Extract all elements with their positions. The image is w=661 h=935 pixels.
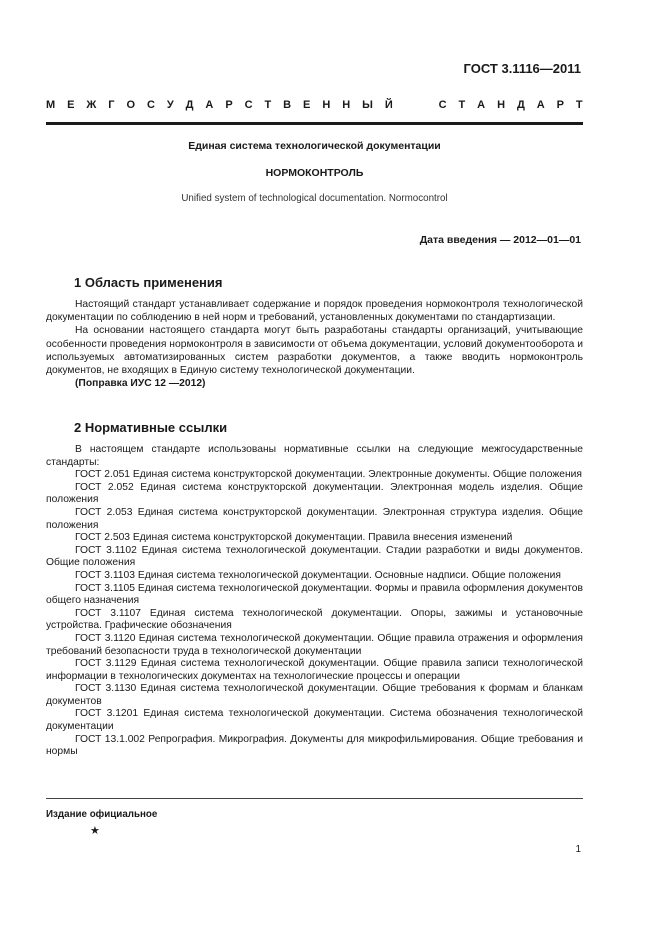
interstate-letter: Й bbox=[384, 99, 393, 111]
interstate-letter: Р bbox=[225, 99, 233, 111]
introduction-date: Дата введения — 2012—01—01 bbox=[419, 234, 581, 246]
paragraph: Настоящий стандарт устанавливает содержание и порядок проведения нормоконтроля технологической документации по соблюдению в ней норм и требований, установленных документами по стандартизации. bbox=[46, 299, 583, 324]
gost-number: ГОСТ 3.1116—2011 bbox=[463, 61, 581, 76]
document-title-english: Unified system of technological documentation. Normocontrol bbox=[181, 193, 448, 204]
standard-letter: Р bbox=[556, 99, 564, 111]
footer-rule bbox=[46, 798, 583, 799]
header-rule bbox=[46, 122, 583, 125]
reference-item: ГОСТ 3.1201 Единая система технологической документации. Система обозначения технологической документации bbox=[46, 708, 583, 733]
interstate-letter: М bbox=[46, 99, 56, 111]
star-icon: ★ bbox=[90, 825, 100, 837]
reference-item: ГОСТ 3.1103 Единая система технологической документации. Основные надписи. Общие положения bbox=[75, 569, 561, 581]
interstate-letter: Н bbox=[342, 99, 351, 111]
reference-item: ГОСТ 3.1105 Единая система технологической документации. Формы и правила оформления документов общего назначения bbox=[46, 582, 583, 607]
reference-item: ГОСТ 13.1.002 Репрография. Микрография. Документы для микрофильмирования. Общие требования и нормы bbox=[46, 733, 583, 758]
reference-item: ГОСТ 3.1107 Единая система технологической документации. Опоры, зажимы и установочные устройства. Графические обозначения bbox=[46, 607, 583, 632]
interstate-letter: С bbox=[146, 99, 155, 111]
standard-letter: Т bbox=[458, 99, 466, 111]
document-title: НОРМОКОНТРОЛЬ bbox=[265, 167, 364, 179]
interstate-letter: В bbox=[283, 99, 292, 111]
interstate-letter: Н bbox=[322, 99, 331, 111]
interstate-letter: Е bbox=[67, 99, 75, 111]
standard-letter: Д bbox=[516, 99, 525, 111]
interstate-standard-heading bbox=[46, 99, 583, 111]
section-2-heading: 2 Нормативные ссылки bbox=[74, 420, 228, 435]
normative-references bbox=[46, 444, 583, 759]
interstate-letter: У bbox=[166, 99, 174, 111]
interstate-letter: С bbox=[244, 99, 253, 111]
interstate-letter: Д bbox=[185, 99, 194, 111]
standard-letter: А bbox=[477, 99, 486, 111]
standard-letter: А bbox=[536, 99, 545, 111]
reference-item: ГОСТ 2.051 Единая система конструкторской документации. Электронные документы. Общие положения bbox=[75, 469, 582, 481]
reference-item: ГОСТ 2.052 Единая система конструкторской документации. Электронная модель изделия. Общие положения bbox=[46, 481, 583, 506]
reference-item: ГОСТ 3.1102 Единая система технологической документации. Стадии разработки и виды документов. Общие положения bbox=[46, 544, 583, 569]
interstate-letter: Ы bbox=[362, 99, 373, 111]
standard-letter: С bbox=[438, 99, 447, 111]
interstate-letter: О bbox=[126, 99, 136, 111]
official-edition-label: Издание официальное bbox=[46, 809, 158, 820]
paragraph: На основании настоящего стандарта могут быть разработаны стандарты организаций, учитывающие особенности проведения нормоконтроля в зависимости от объема документации, условий документооборота и используемых автоматизированных систем разработки документов, а также вводить нормоконтроль документов, не входящих в Единую систему технологической документации. bbox=[46, 325, 583, 377]
word-gap bbox=[405, 99, 427, 111]
reference-item: ГОСТ 2.053 Единая система конструкторской документации. Электронная структура изделия. Общие положения bbox=[46, 506, 583, 531]
section-1-heading: 1 Область применения bbox=[74, 275, 223, 290]
reference-item: ГОСТ 3.1130 Единая система технологической документации. Общие требования к формам и бланкам документов bbox=[46, 683, 583, 707]
page-number: 1 bbox=[575, 844, 581, 855]
section-1-body bbox=[46, 298, 583, 390]
amendment-note: (Поправка ИУС 12 —2012) bbox=[75, 378, 206, 390]
references-intro: В настоящем стандарте использованы нормативные ссылки на следующие межгосударственные стандарты: bbox=[46, 444, 583, 468]
standard-letter: Т bbox=[575, 99, 583, 111]
reference-item: ГОСТ 3.1120 Единая система технологической документации. Общие правила отражения и оформления требований безопасности труда в технологической документации bbox=[46, 632, 583, 657]
interstate-letter: Ж bbox=[86, 99, 97, 111]
interstate-letter: Т bbox=[264, 99, 272, 111]
interstate-letter: Е bbox=[303, 99, 311, 111]
reference-item: ГОСТ 3.1129 Единая система технологической документации. Общие правила записи технологической информации в технологических документах на технологические процессы и операции bbox=[46, 658, 583, 682]
standard-letter: Н bbox=[497, 99, 506, 111]
series-title: Единая система технологической документации bbox=[188, 140, 441, 152]
interstate-letter: А bbox=[205, 99, 214, 111]
reference-item: ГОСТ 2.503 Единая система конструкторской документации. Правила внесения изменений bbox=[75, 532, 513, 544]
interstate-letter: Г bbox=[108, 99, 115, 111]
